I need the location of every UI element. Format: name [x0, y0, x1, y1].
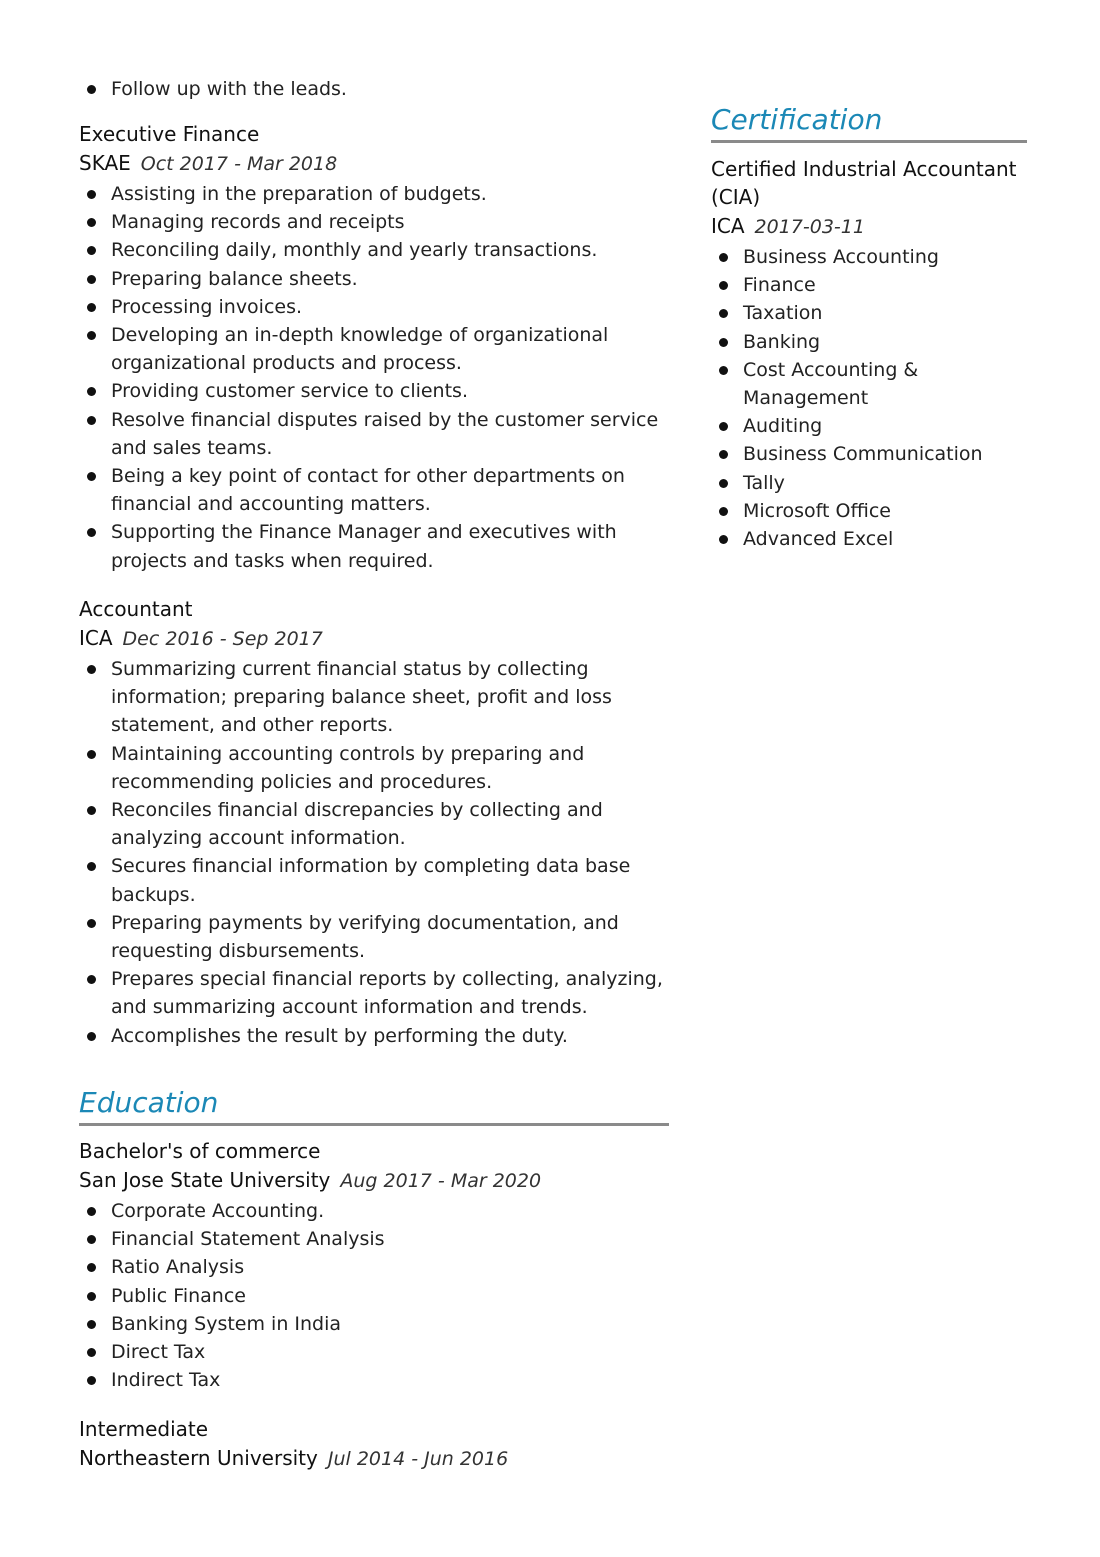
- list-item: Banking System in India: [79, 1310, 669, 1338]
- certification-issuer: ICA: [711, 214, 745, 238]
- list-item: Preparing balance sheets.: [79, 265, 669, 293]
- list-item: Public Finance: [79, 1282, 669, 1310]
- job-title: Accountant: [79, 597, 193, 621]
- school-name: San Jose State University: [79, 1168, 331, 1192]
- list-item: Follow up with the leads.: [79, 75, 669, 103]
- degree-title: Bachelor's of commerce: [79, 1139, 321, 1163]
- list-item: Cost Accounting & Management: [711, 356, 1027, 412]
- job-entry-executive-finance: [79, 120, 669, 575]
- list-item: Prepares special financial reports by collecting, analyzing, and summarizing account information and trends.: [79, 965, 669, 1021]
- company-name: SKAE: [79, 151, 131, 175]
- certification-entry: [711, 155, 1027, 553]
- list-item: Secures financial information by completing data base backups.: [79, 852, 669, 908]
- certification-meta: [711, 211, 1027, 243]
- list-item: Managing records and receipts: [79, 208, 669, 236]
- company-name: ICA: [79, 626, 113, 650]
- list-item: Maintaining accounting controls by preparing and recommending policies and procedures.: [79, 740, 669, 796]
- education-section: [79, 1085, 669, 1126]
- certification-topic-list: [711, 243, 1027, 553]
- certification-name: Certified Industrial Accountant (CIA): [711, 157, 1017, 209]
- list-item: Supporting the Finance Manager and executives with projects and tasks when required.: [79, 518, 669, 574]
- certification-date: 2017-03-11: [754, 216, 865, 238]
- list-item: Developing an in-depth knowledge of organizational organizational products and process.: [79, 321, 669, 377]
- list-item: Ratio Analysis: [79, 1253, 669, 1281]
- job-meta: [79, 148, 669, 180]
- section-heading-certification: Certification: [711, 103, 883, 136]
- certification-section: [711, 102, 1027, 143]
- list-item: Taxation: [711, 299, 1027, 327]
- job-bullet-list: [79, 655, 669, 1050]
- education-dates: Aug 2017 - Mar 2020: [340, 1170, 542, 1192]
- list-item: Direct Tax: [79, 1338, 669, 1366]
- degree-title: Intermediate: [79, 1417, 209, 1441]
- list-item: Banking: [711, 328, 1027, 356]
- section-heading-education: Education: [79, 1086, 219, 1119]
- list-item: Reconciling daily, monthly and yearly transactions.: [79, 236, 669, 264]
- job-meta: [79, 623, 669, 655]
- list-item: Advanced Excel: [711, 525, 1027, 553]
- education-entry-intermediate: [79, 1415, 669, 1475]
- list-item: Financial Statement Analysis: [79, 1225, 669, 1253]
- list-item: Accomplishes the result by performing the duty.: [79, 1022, 669, 1050]
- education-dates: Jul 2014 - Jun 2016: [327, 1448, 509, 1470]
- list-item: Finance: [711, 271, 1027, 299]
- section-divider: [711, 140, 1027, 143]
- list-item: Indirect Tax: [79, 1366, 669, 1394]
- course-list: [79, 1197, 669, 1394]
- school-name: Northeastern University: [79, 1446, 318, 1470]
- education-entry-bachelors: [79, 1137, 669, 1394]
- education-meta: [79, 1443, 669, 1475]
- leftover-bullet-list: [79, 75, 669, 103]
- job-dates: Dec 2016 - Sep 2017: [122, 628, 323, 650]
- list-item: Business Communication: [711, 440, 1027, 468]
- list-item: Being a key point of contact for other departments on financial and accounting matters.: [79, 462, 669, 518]
- list-item: Tally: [711, 469, 1027, 497]
- list-item: Processing invoices.: [79, 293, 669, 321]
- list-item: Assisting in the preparation of budgets.: [79, 180, 669, 208]
- list-item: Corporate Accounting.: [79, 1197, 669, 1225]
- section-divider: [79, 1123, 669, 1126]
- education-meta: [79, 1165, 669, 1197]
- job-entry-accountant: [79, 595, 669, 1050]
- list-item: Microsoft Office: [711, 497, 1027, 525]
- list-item: Resolve financial disputes raised by the customer service and sales teams.: [79, 406, 669, 462]
- list-item: Auditing: [711, 412, 1027, 440]
- list-item: Summarizing current financial status by collecting information; preparing balance sheet, profit and loss statement, and other reports.: [79, 655, 669, 740]
- job-dates: Oct 2017 - Mar 2018: [140, 153, 338, 175]
- list-item: Reconciles financial discrepancies by collecting and analyzing account information.: [79, 796, 669, 852]
- list-item: Providing customer service to clients.: [79, 377, 669, 405]
- list-item: Preparing payments by verifying documentation, and requesting disbursements.: [79, 909, 669, 965]
- list-item: Business Accounting: [711, 243, 1027, 271]
- job-bullet-list: [79, 180, 669, 575]
- job-title: Executive Finance: [79, 122, 260, 146]
